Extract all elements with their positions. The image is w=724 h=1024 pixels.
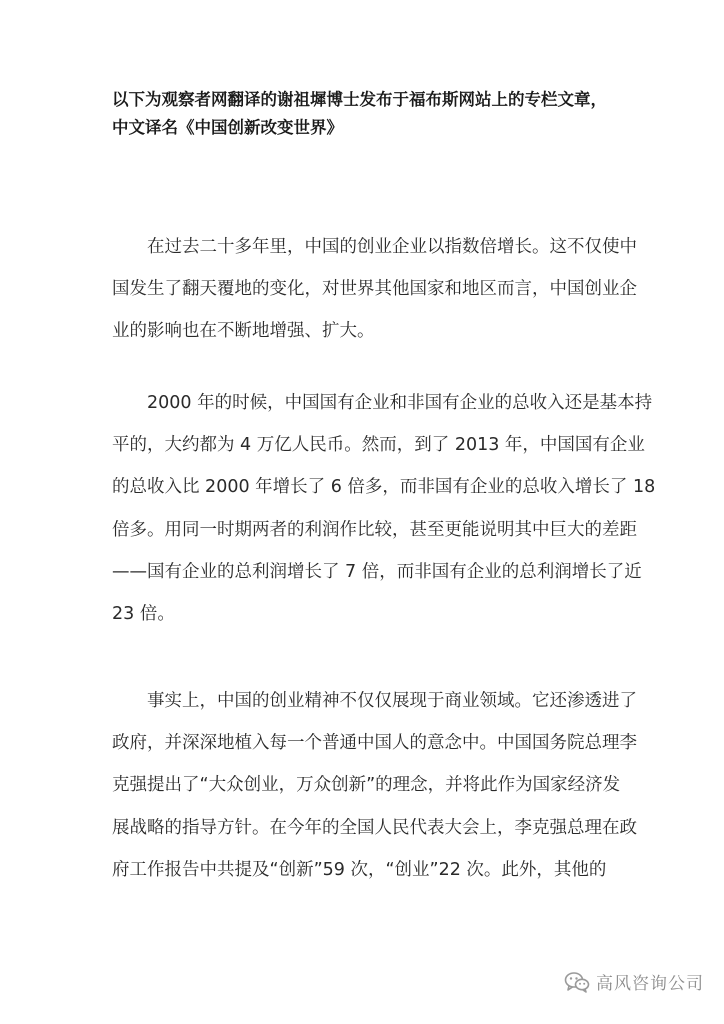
- intro-line: 中文译名《中国创新改变世界》: [112, 118, 343, 137]
- paragraph-line: 在过去二十多年里，中国的创业企业以指数倍增长。这不仅使中: [112, 237, 637, 257]
- wechat-icon: [564, 971, 590, 993]
- paragraph-line: 2000 年的时候，中国国有企业和非国有企业的总收入还是基本持: [112, 393, 653, 413]
- article-intro: [112, 86, 632, 142]
- paragraph-3: [112, 680, 637, 891]
- paragraph-line: 府工作报告中共提及“创新”59 次，“创业”22 次。此外，其他的: [112, 859, 607, 880]
- paragraph-line: 平的，大约都为 4 万亿人民币。然而，到了 2013 年，中国国有企业: [112, 435, 645, 456]
- paragraph-line: 的总收入比 2000 年增长了 6 倍多，而非国有企业的总收入增长了 18: [112, 477, 656, 498]
- paragraph-1: [112, 226, 637, 353]
- paragraph-line: 国发生了翻天覆地的变化，对世界其他国家和地区而言，中国创业企: [112, 279, 637, 300]
- paragraph-line: ——国有企业的总利润增长了 7 倍，而非国有企业的总利润增长了近: [112, 561, 642, 582]
- paragraph-line: 展战略的指导方针。在今年的全国人民代表大会上，李克强总理在政: [112, 817, 637, 838]
- paragraph-line: 事实上，中国的创业精神不仅仅展现于商业领域。它还渗透进了: [112, 691, 637, 711]
- paragraph-line: 倍多。用同一时期两者的利润作比较，甚至更能说明其中巨大的差距: [112, 519, 637, 540]
- paragraph-2: [112, 382, 656, 635]
- paragraph-line: 23 倍。: [112, 604, 175, 625]
- wechat-watermark: [564, 969, 704, 994]
- paragraph-line: 克强提出了“大众创业，万众创新”的理念，并将此作为国家经济发: [112, 775, 621, 796]
- watermark-text: 高风咨询公司: [596, 974, 704, 994]
- paragraph-line: 业的影响也在不断地增强、扩大。: [112, 321, 375, 342]
- paragraph-line: 政府，并深深地植入每一个普通中国人的意念中。中国国务院总理李: [112, 733, 637, 754]
- intro-line: 以下为观察者网翻译的谢祖墀博士发布于福布斯网站上的专栏文章，: [112, 90, 607, 109]
